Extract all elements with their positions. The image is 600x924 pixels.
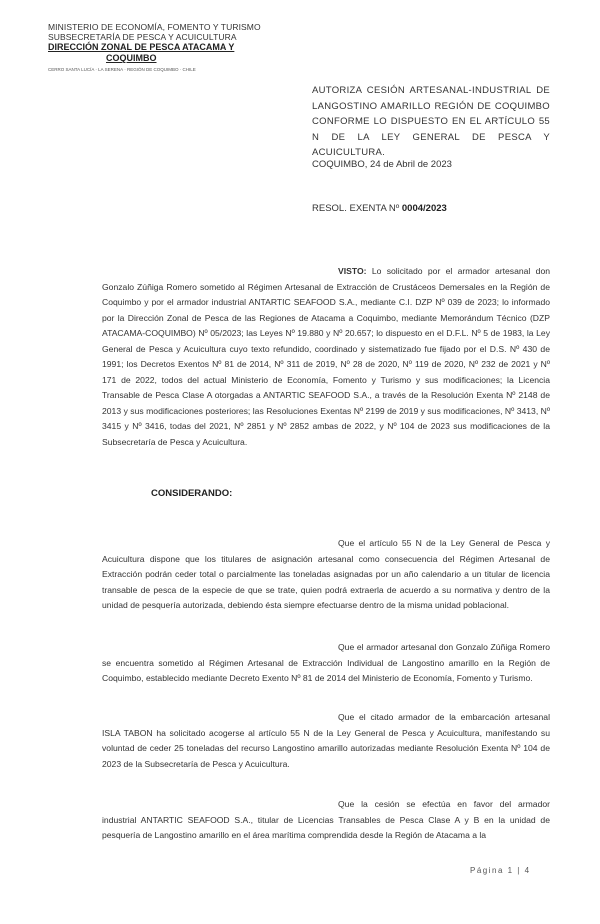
resolution-number <box>312 203 447 214</box>
considerando-paragraph-3 <box>102 710 550 772</box>
resolution-code: 0004/2023 <box>401 203 447 214</box>
considerando-text-4: Que la cesión se efectúa en favor del armador industrial ANTARTIC SEAFOOD S.A., titular de Licencias Transables de Pesca Clase A y B en la unidad de pesquería de Langostino amarillo en el área marítima comprendida desde la Región de Atacama a la <box>102 799 550 840</box>
considerando-paragraph-1 <box>102 536 550 614</box>
page-number: Página 1 | 4 <box>470 866 531 875</box>
ministry-name: MINISTERIO DE ECONOMÍA, FOMENTO Y TURISMO <box>48 22 261 32</box>
considerando-text-1: Que el artículo 55 N de la Ley General de Pesca y Acuicultura dispone que los titulares de asignación artesanal como consecuencia del Régimen Artesanal de Extracción podrán ceder total o parcialmente las toneladas asignadas por un año calendario a un titular de licencia transable de pesca de la especie de que se trate, quien podrá extraerla de acuerdo a su normativa y dentro de la unidad de pesquería autorizada, debiendo ésta siempre efectuarse dentro de la misma unidad poblacional. <box>102 538 550 610</box>
resolution-label: RESOL. EXENTA Nº <box>312 203 400 214</box>
considerando-text-2: Que el armador artesanal don Gonzalo Zúñiga Romero se encuentra sometido al Régimen Artesanal de Extracción Individual de Langostino amarillo en la Región de Coquimbo, establecido mediante Decreto Exento Nº 81 de 2014 del Ministerio de Economía, Fomento y Turismo. <box>102 642 550 683</box>
resolution-title: AUTORIZA CESIÓN ARTESANAL-INDUSTRIAL DE LANGOSTINO AMARILLO REGIÓN DE COQUIMBO CONFORME LO DISPUESTO EN EL ARTÍCULO 55 N DE LA LEY GENERAL DE PESCA Y ACUICULTURA. <box>312 85 550 158</box>
visto-label: VISTO: <box>338 266 367 276</box>
subsecretaria-name: SUBSECRETARÍA DE PESCA Y ACUICULTURA <box>48 32 237 42</box>
considerando-heading: CONSIDERANDO: <box>151 488 233 499</box>
considerando-paragraph-4 <box>102 797 550 844</box>
considerando-paragraph-2 <box>102 640 550 687</box>
considerando-text-3: Que el citado armador de la embarcación artesanal ISLA TABON ha solicitado acogerse al artículo 55 N de la Ley General de Pesca y Acuicultura, manifestando su voluntad de ceder 25 toneladas del recurso Langostino amarillo autorizadas mediante Resolución Exenta Nº 104 de 2023 de la Subsecretaría de Pesca y Acuicultura. <box>102 712 550 769</box>
visto-paragraph <box>102 264 550 450</box>
office-address: CERRO SANTA LUCÍA · LA SERENA · REGIÓN DE COQUIMBO · CHILE <box>48 67 196 72</box>
letterhead <box>48 22 288 73</box>
direccion-zonal-line1: DIRECCIÓN ZONAL DE PESCA ATACAMA Y <box>48 42 235 52</box>
direccion-zonal-line2: COQUIMBO <box>106 53 157 63</box>
visto-text: Lo solicitado por el armador artesanal don Gonzalo Zúñiga Romero sometido al Régimen Artesanal de Extracción de Crustáceos Demersales en la Región de Coquimbo y por el armador industrial ANTARTIC SEAFOOD S.A., mediante C.I. DZP Nº 039 de 2023; lo informado por la Dirección Zonal de Pesca de las Regiones de Atacama a Coquimbo, mediante Memorándum Técnico (DZP ATACAMA-COQUIMBO) Nº 05/2023; las Leyes Nº 19.880 y Nº 20.657; lo dispuesto en el D.F.L. Nº 5 de 1983, la Ley General de Pesca y Acuicultura cuyo texto refundido, coordinado y sistematizado fue fijado por el D.S. Nº 430 de 1991; los Decretos Exentos Nº 81 de 2014, Nº 311 de 2019, Nº 28 de 2020, Nº 119 de 2020, Nº 232 de 2021 y Nº 171 de 2022, todos del actual Ministerio de Economía, Fomento y Turismo y sus modificaciones; la Licencia Transable de Pesca Clase A otorgadas a ANTARTIC SEAFOOD S.A., a través de la Resolución Exenta Nº 2148 de 2013 y sus modificaciones posteriores; las Resoluciones Exentas Nº 2199 de 2019 y sus modificaciones, Nº 3413, Nº 3415 y Nº 3416, todas del 2021, Nº 2851 y Nº 2852 ambas de 2022, y Nº 104 de 2023 sus modificaciones de la Subsecretaría de Pesca y Acuicultura. <box>102 266 551 447</box>
place-date: COQUIMBO, 24 de Abril de 2023 <box>312 159 452 170</box>
